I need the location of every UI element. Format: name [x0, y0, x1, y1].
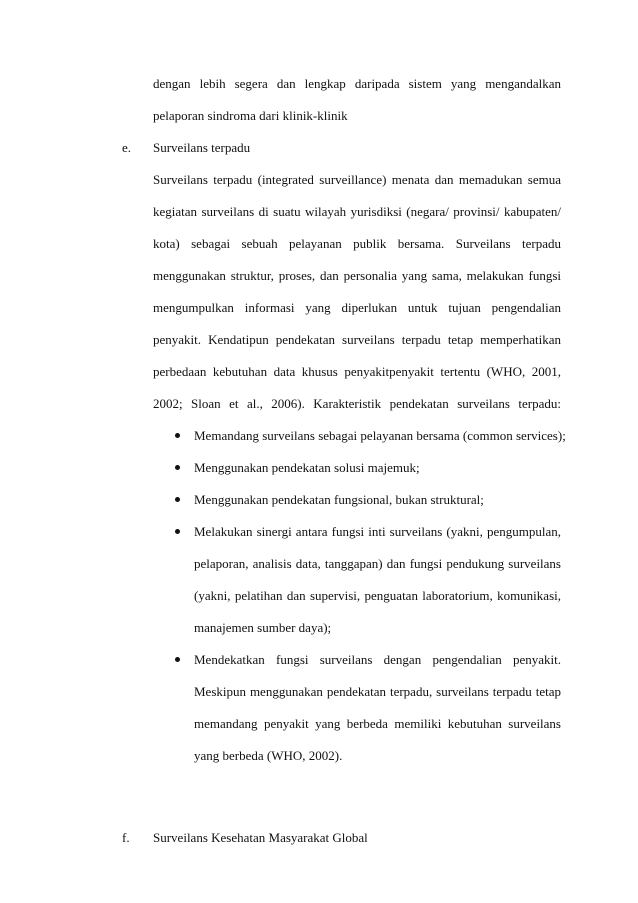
bullet-dot-icon [175, 529, 180, 534]
section-e-paragraph-line: menggunakan struktur, proses, dan personalia yang sama, melakukan fungsi [153, 268, 561, 283]
section-e-paragraph-line: penyakit. Kendatipun pendekatan surveilans terpadu tetap memperhatikan [153, 332, 561, 347]
bullet-dot-icon [175, 465, 180, 470]
bullet-line: (yakni, pelatihan dan supervisi, penguatan laboratorium, komunikasi, [194, 588, 561, 603]
bullet-line: Menggunakan pendekatan solusi majemuk; [194, 460, 420, 475]
bullet-line: Memandang surveilans sebagai pelayanan bersama (common services); [194, 428, 566, 443]
bullet-dot-icon [175, 497, 180, 502]
intro-line: dengan lebih segera dan lengkap daripada sistem yang mengandalkan [153, 76, 561, 91]
section-e-paragraph-line: perbedaan kebutuhan data khusus penyakitpenyakit tertentu (WHO, 2001, [153, 364, 561, 379]
section-e-marker: e. [122, 140, 132, 155]
section-e-paragraph-line: kegiatan surveilans di suatu wilayah yurisdiksi (negara/ provinsi/ kabupaten/ [153, 204, 561, 219]
section-f-heading: Surveilans Kesehatan Masyarakat Global [153, 830, 368, 845]
bullet-line: Melakukan sinergi antara fungsi inti surveilans (yakni, pengumpulan, [194, 524, 561, 539]
section-e-heading: Surveilans terpadu [153, 140, 251, 155]
bullet-line: pelaporan, analisis data, tanggapan) dan fungsi pendukung surveilans [194, 556, 561, 571]
section-e-paragraph-line: 2002; Sloan et al., 2006). Karakteristik pendekatan surveilans terpadu: [153, 396, 561, 411]
section-f-marker: f. [122, 830, 130, 845]
bullet-line: manajemen sumber daya); [194, 620, 332, 635]
bullet-dot-icon [175, 657, 180, 662]
bullet-line: Meskipun menggunakan pendekatan terpadu, surveilans terpadu tetap [194, 684, 561, 699]
section-e-paragraph-line: Surveilans terpadu (integrated surveillance) menata dan memadukan semua [153, 172, 561, 187]
bullet-line: memandang penyakit yang berbeda memiliki kebutuhan surveilans [194, 716, 561, 731]
bullet-line: yang berbeda (WHO, 2002). [194, 748, 343, 763]
bullet-line: Menggunakan pendekatan fungsional, bukan struktural; [194, 492, 484, 507]
section-e-paragraph-line: mengumpulkan informasi yang diperlukan untuk tujuan pengendalian [153, 300, 561, 315]
bullet-dot-icon [175, 433, 180, 438]
section-e-paragraph-line: kota) sebagai sebuah pelayanan publik bersama. Surveilans terpadu [153, 236, 561, 251]
bullet-line: Mendekatkan fungsi surveilans dengan pengendalian penyakit. [194, 652, 561, 667]
intro-line: pelaporan sindroma dari klinik-klinik [153, 108, 348, 123]
